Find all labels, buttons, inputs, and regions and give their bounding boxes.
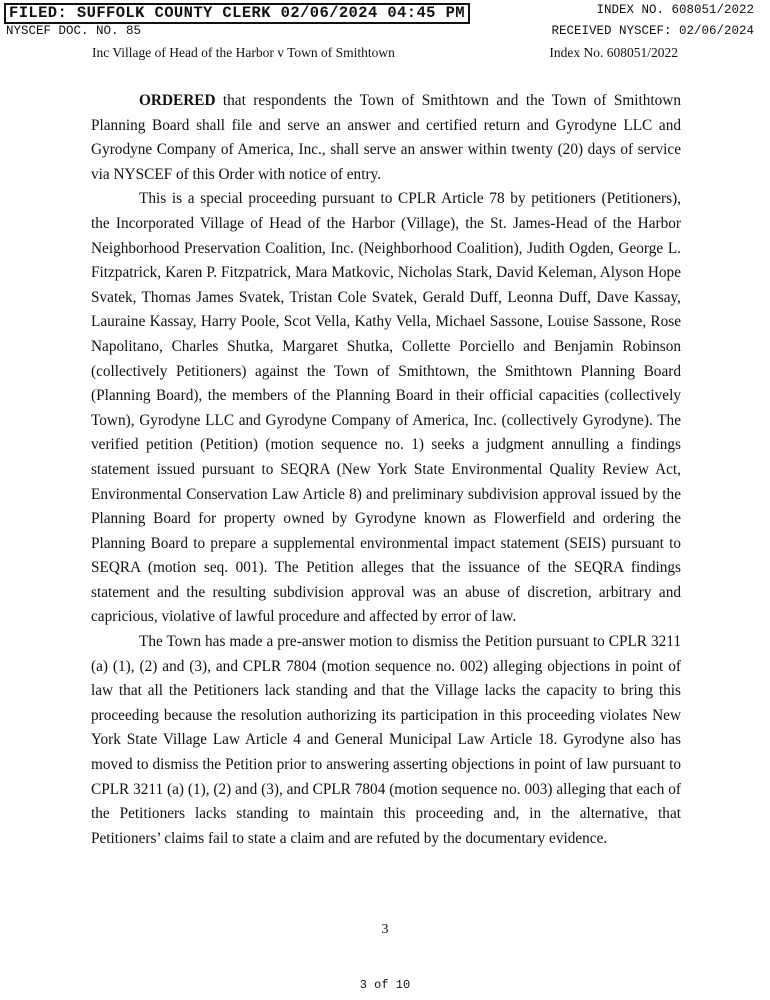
document-body: [91, 89, 681, 851]
paragraph-motions: The Town has made a pre-answer motion to dismiss the Petition pursuant to CPLR 3211 (a) (1), (2) and (3), and CPLR 7804 (motion sequence no. 002) alleging objections in point of law that all the Petitioners lack standing and that the Village lacks the capacity to bring this proceeding because the resolution authorizing its participation in this proceeding violates New York State Village Law Article 4 and General Municipal Law Article 18. Gyrodyne also has moved to dismiss the Petition prior to answering asserting objections in point of law pursuant to CPLR 3211 (a) (1), (2) and (3), and CPLR 7804 (motion sequence no. 003) alleging that each of the Petitioners lacks standing to maintain this proceeding and, in the alternative, that Petitioners’ claims fail to state a claim and are refuted by the documentary evidence.: [91, 633, 681, 847]
paragraph-proceeding: This is a special proceeding pursuant to CPLR Article 78 by petitioners (Petitioners), the Incorporated Village of Head of the Harbor (Village), the St. James-Head of the Harbor Neighborhood Preservation Coalition, Inc. (Neighborhood Coalition), Judith Ogden, George L. Fitzpatrick, Karen P. Fitzpatrick, Mara Matkovic, Nicholas Stark, David Keleman, Alyson Hope Svatek, Thomas James Svatek, Tristan Cole Svatek, Gerald Duff, Leonna Duff, Dave Kassay, Lauraine Kassay, Harry Poole, Scot Vella, Kathy Vella, Michael Sassone, Louise Sassone, Rose Napolitano, Charles Shutka, Margaret Shutka, Collette Porciello and Benjamin Robinson (collectively Petitioners) against the Town of Smithtown, the Smithtown Planning Board (Planning Board), the members of the Planning Board in their official capacities (collectively Town), Gyrodyne LLC and Gyrodyne Company of America, Inc. (collectively Gyrodyne). The verified petition (Petition) (motion sequence no. 1) seeks a judgment annulling a findings statement issued pursuant to SEQRA (New York State Environmental Quality Review Act, Environmental Conservation Law Article 8) and preliminary subdivision approval issued by the Planning Board for property owned by Gyrodyne known as Flowerfield and ordering the Planning Board to prepare a supplemental environmental impact statement (SEIS) pursuant to SEQRA (motion seq. 001). The Petition alleges that the issuance of the SEQRA findings statement and the resulting subdivision approval was an abuse of discretion, arbitrary and capricious, violative of lawful procedure and affected by error of law.: [91, 190, 681, 626]
caption-index-number: Index No. 608051/2022: [549, 45, 678, 60]
ordered-keyword: ORDERED: [139, 92, 216, 109]
ordered-text: that respondents the Town of Smithtown and the Town of Smithtown Planning Board shall file and serve an answer and certified return and Gyrodyne LLC and Gyrodyne Company of America, Inc., shall serve an answer within twenty (20) days of service via NYSCEF of this Order with notice of entry.: [91, 92, 681, 183]
page-number: 3: [381, 922, 389, 937]
index-number-header: INDEX NO. 608051/2022: [596, 3, 754, 17]
page-of-total: 3 of 10: [359, 978, 411, 992]
paragraph-ordered: [91, 89, 681, 187]
case-caption: Inc Village of Head of the Harbor v Town of Smithtown: [92, 45, 395, 60]
filed-stamp: FILED: SUFFOLK COUNTY CLERK 02/06/2024 04:45 PM: [4, 3, 470, 24]
nyscef-doc-number: NYSCEF DOC. NO. 85: [6, 24, 142, 38]
received-nyscef-date: RECEIVED NYSCEF: 02/06/2024: [551, 24, 754, 38]
